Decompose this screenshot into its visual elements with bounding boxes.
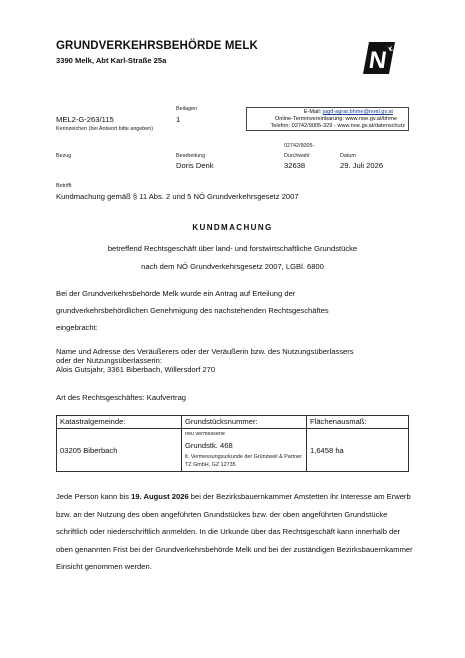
cell-area: 1,6458 ha	[307, 429, 409, 472]
reference-number: MEL2-G-263/115	[56, 115, 114, 124]
intro-line: eingebracht:	[56, 323, 98, 332]
phone-prefix: 02742/9005-	[284, 143, 315, 149]
logo-letter: N	[367, 47, 389, 74]
seller-label: oder der Nutzungsüberlasserin:	[56, 356, 162, 365]
betrifft-text: Kundmachung gemäß § 11 Abs. 2 und 5 NÖ Grundverkehrsgesetz 2007	[56, 192, 299, 201]
email-link[interactable]: jagd-agrar.bhme@noel.gv.at	[322, 109, 393, 115]
datum-label: Datum	[340, 153, 356, 159]
beilagen-value: 1	[176, 115, 181, 124]
cell-nr-doc: lt. Vermessungsurkunde der Grünzweil & Partner TZ GmbH, GZ 12735	[185, 454, 302, 468]
cell-nr-main: Grundstk. 468	[185, 441, 233, 450]
authority-name: GRUNDVERKEHRSBEHÖRDE MELK	[56, 40, 258, 52]
betrifft-label: Betrifft	[56, 183, 72, 189]
cell-kg: 03205 Biberbach	[57, 429, 182, 472]
cell-nr-note: neu vermessene	[185, 431, 225, 437]
notice-title: KUNDMACHUNG	[192, 223, 273, 232]
email-label: E-Mail:	[303, 109, 322, 115]
closing-post: bei der Bezirksbauernkammer Amstetten ihr Interesse am Erwerb bzw. an der Nutzung des oben angeführten Grundstückes bzw. der oben angeführten Grundstücke schriftlich oder niederschriftlich anmelden. In die Urkunde über das Rechtsgeschäft kann innerhalb der oben genannten Frist bei der Grundverkehrsbehörde Melk und bei der zuständigen Bezirksbauernkammer Einsicht genommen werden.	[56, 492, 413, 572]
phone-line: Telefon: 02742/9005-329 - www.noe.gv.at/datenschutz	[270, 123, 405, 129]
table-header-row	[57, 416, 409, 429]
contact-box	[246, 107, 409, 131]
bezug-label: Bezug	[56, 153, 72, 159]
reference-note: Kennzeichen (bei Antwort bitte angeben)	[56, 126, 154, 132]
transaction-type-label: Art des Rechtsgeschäftes:	[56, 393, 145, 402]
notice-subtitle-2: nach dem NÖ Grundverkehrsgesetz 2007, LGBl. 6800	[141, 262, 324, 271]
closing-paragraph	[56, 488, 416, 576]
seller-block	[56, 347, 416, 374]
cell-nr	[182, 429, 307, 472]
deadline-date: 19. August 2026	[131, 492, 189, 501]
parcel-table	[56, 415, 409, 472]
header-area: Flächenausmaß:	[307, 416, 409, 429]
notice-subtitle-1: betreffend Rechtsgeschäft über land- und forstwirtschaftliche Grundstücke	[107, 244, 358, 253]
durchwahl-label: Durchwahl	[284, 153, 310, 159]
header-nr: Grundstücksnummer:	[182, 416, 307, 429]
table-row	[57, 429, 409, 472]
transaction-type-value: Kaufvertrag	[146, 393, 187, 402]
beilagen-label: Beilagen	[176, 106, 197, 112]
datum-value: 29. Juli 2026	[340, 161, 384, 170]
header-kg: Katastralgemeinde:	[57, 416, 182, 429]
intro-line: Bei der Grundverkehrsbehörde Melk wurde ein Antrag auf Erteilung der	[56, 289, 296, 298]
seller-value: Alois Gutsjahr, 3361 Biberbach, Willersdorf 270	[56, 365, 216, 374]
authority-address: 3390 Melk, Abt Karl-Straße 25a	[56, 56, 167, 65]
durchwahl-value: 32638	[284, 161, 306, 170]
online-appointment: Online-Terminvereinbarung: www.noe.gv.at/bhme	[274, 116, 397, 122]
closing-pre: Jede Person kann bis	[56, 492, 132, 501]
noe-logo	[361, 40, 397, 76]
bearbeitung-value: Doris Denk	[176, 161, 214, 170]
seller-label: Name und Adresse des Veräußerers oder der Veräußerin bzw. des Nutzungsüberlassers	[56, 347, 354, 356]
intro-line: grundverkehrsbehördlichen Genehmigung des nachstehenden Rechtsgeschäftes	[56, 306, 329, 315]
bearbeitung-label: Bearbeitung	[176, 153, 206, 159]
intro-paragraph	[56, 285, 416, 336]
transaction-type	[56, 393, 186, 402]
